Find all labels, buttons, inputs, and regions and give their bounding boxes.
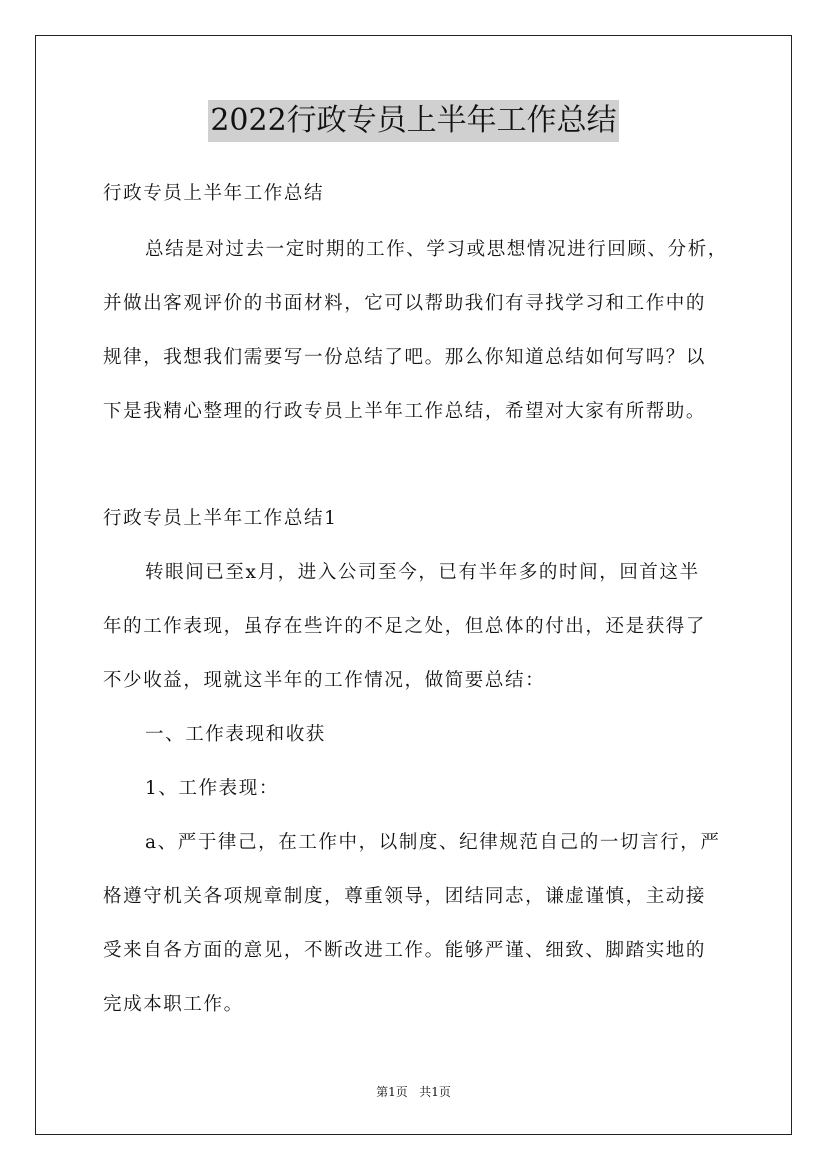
document-subtitle: 行政专员上半年工作总结 <box>103 183 325 204</box>
page-footer <box>0 1084 827 1100</box>
heading-part1: 一、工作表现和收获 <box>145 724 326 745</box>
item-a-line-3: 受来自各方面的意见，不断改进工作。能够严谨、细致、脚踏实地的 <box>103 940 707 961</box>
section1-line-1: 转眼间已至x月，进入公司至今，已有半年多的时间，回首这半 <box>145 562 700 583</box>
item-a-line-1: a、严于律己，在工作中，以制度、纪律规范自己的一切言行，严 <box>145 832 721 853</box>
item-a-line-2: 格遵守机关各项规章制度，尊重领导，团结同志，谦虚谨慎，主动接 <box>103 886 707 907</box>
page-number: 第1页 <box>376 1085 408 1099</box>
page-total: 共1页 <box>419 1085 451 1099</box>
item-a-line-4: 完成本职工作。 <box>103 994 244 1015</box>
intro-line-1: 总结是对过去一定时期的工作、学习或思想情况进行回顾、分析， <box>145 239 728 260</box>
intro-line-2: 并做出客观评价的书面材料，它可以帮助我们有寻找学习和工作中的 <box>103 293 707 314</box>
intro-line-4: 下是我精心整理的行政专员上半年工作总结，希望对大家有所帮助。 <box>103 401 707 422</box>
document-title: 2022行政专员上半年工作总结 <box>208 100 618 142</box>
heading-item1: 1、工作表现： <box>145 778 279 799</box>
section1-heading: 行政专员上半年工作总结1 <box>103 508 338 529</box>
section1-line-2: 年的工作表现，虽存在些许的不足之处，但总体的付出，还是获得了 <box>103 616 707 637</box>
section1-line-3: 不少收益，现就这半年的工作情况，做简要总结： <box>103 670 546 691</box>
title-wrap <box>0 100 827 142</box>
intro-line-3: 规律，我想我们需要写一份总结了吧。那么你知道总结如何写吗？以 <box>103 347 707 368</box>
